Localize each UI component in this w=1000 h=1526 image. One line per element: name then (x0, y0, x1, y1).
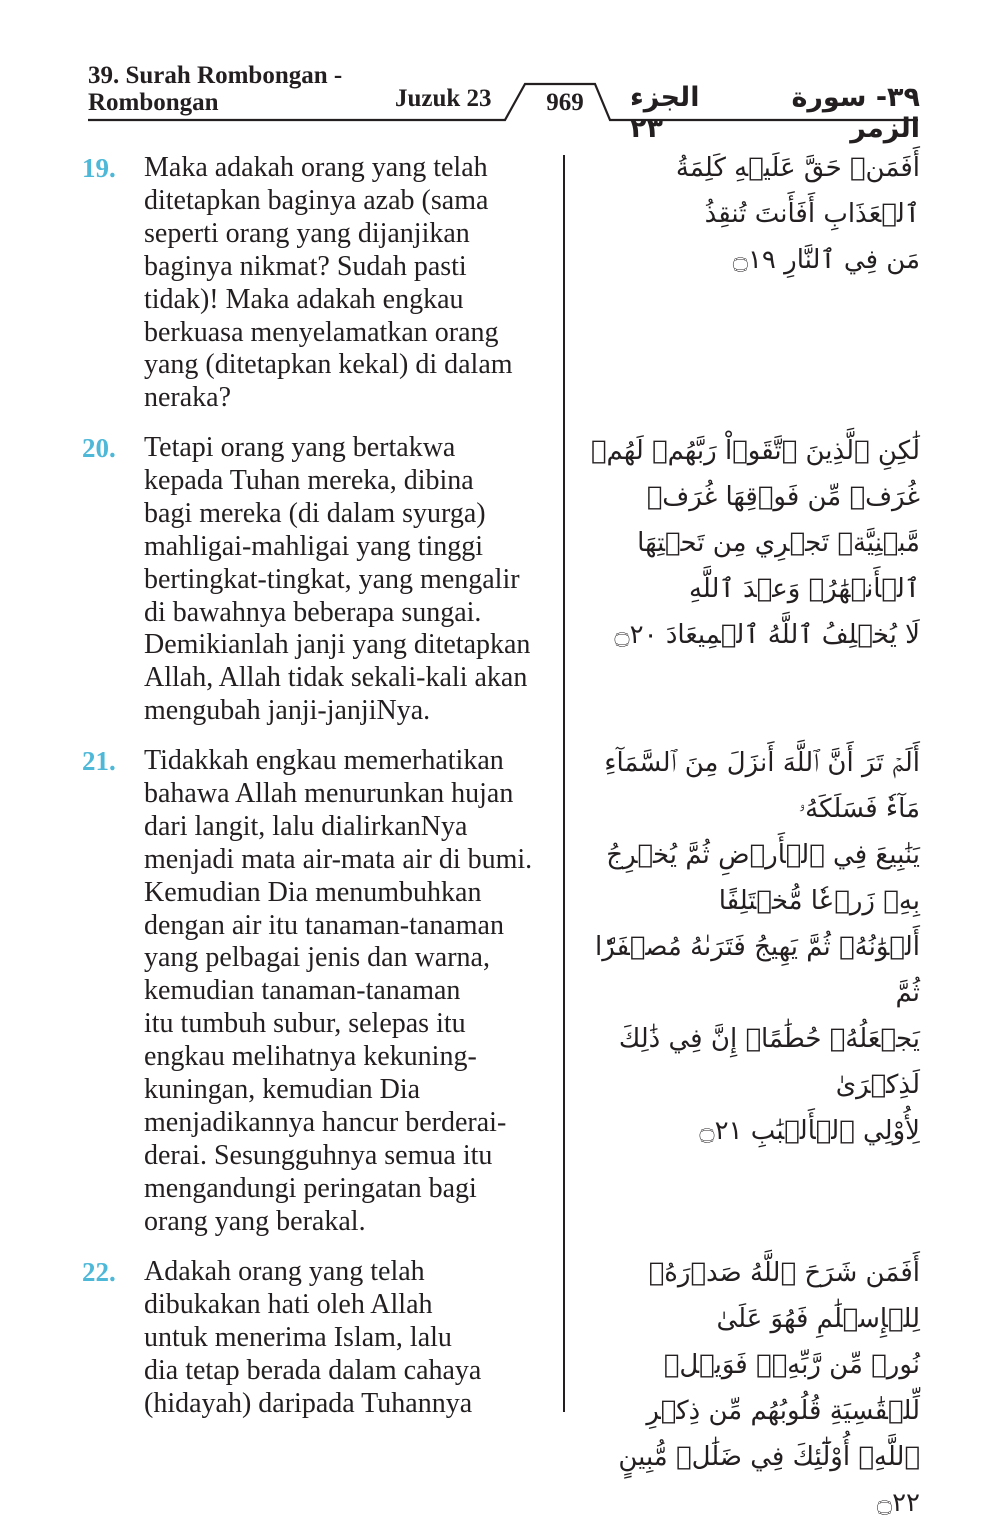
page-header (0, 0, 1000, 144)
verse-arabic-22: أَفَمَن شَرَحَ ٱللَّهُ صَدۡرَهُۥ لِلۡإِسۡلَٰمِ فَهُوَ عَلَىٰ نُورٖ مِّن رَّبِّهِۦۚ فَوَيۡلٞ لِّلۡقَٰسِيَةِ قُلُوبُهُم مِّن ذِكۡرِ ٱللَّهِۚ أُوْلَٰٓئِكَ فِي ضَلَٰلٖ مُّبِينٍ ۝٢٢ (618, 1258, 920, 1518)
verse-number-22: 22. (82, 1257, 116, 1287)
verse-translation-22: Adakah orang yang telah dibukakan hati oleh Allah untuk menerima Islam, lalu dia tetap berada dalam cahaya (hidayah) daripada Tuhannya (144, 1256, 482, 1419)
juz-title-indonesian: Juzuk 23 (395, 85, 492, 112)
surah-title-indonesian: 39. Surah Rombongan - Rombongan (88, 62, 343, 116)
verse-arabic-21: أَلَمۡ تَرَ أَنَّ ٱللَّهَ أَنزَلَ مِنَ ٱلسَّمَآءِ مَآءٗ فَسَلَكَهُۥ يَنَٰبِيعَ فِي ٱلۡأَرۡضِ ثُمَّ يُخۡرِجُ بِهِۦ زَرۡعٗا مُّخۡتَلِفًا أَلۡوَٰنُهُۥ ثُمَّ يَهِيجُ فَتَرَىٰهُ مُصۡفَرّٗا ثُمَّ يَجۡعَلُهُۥ حُطَٰمًاۚ إِنَّ فِي ذَٰلِكَ لَذِكۡرَىٰ لِأُوْلِي ٱلۡأَلۡبَٰبِ ۝٢١ (595, 748, 920, 1146)
verse-translation-21: Tidakkah engkau memerhatikan bahawa Allah menurunkan hujan dari langit, lalu dialirkanNya menjadi mata air-mata air di bumi. Kemudian Dia menumbuhkan dengan air itu tanaman-tanaman yang pelbagai jenis dan warna, kemudian tanaman-tanaman itu tumbuh subur, selepas itu engkau melihatnya kekuning- kuningan, kemudian Dia menjadikannya hancur berderai- derai. Sesungguhnya semua itu mengandungi peringatan bagi orang yang berakal. (144, 745, 533, 1237)
verse-number-21: 21. (82, 746, 116, 776)
verse-arabic-19: أَفَمَنۡ حَقَّ عَلَيۡهِ كَلِمَةُ ٱلۡعَذَابِ أَفَأَنتَ تُنقِذُ مَن فِي ٱلنَّارِ ۝١٩ (675, 153, 920, 275)
verse-translation-19: Maka adakah orang yang telah ditetapkan baginya azab (sama seperti orang yang dijanjikan baginya nikmat? Sudah pasti tidak)! Maka adakah engkau berkuasa menyelamatkan orang yang (ditetapkan kekal) di dalam neraka? (144, 152, 513, 414)
verse-translation-20: Tetapi orang yang bertakwa kepada Tuhan mereka, dibina bagi mereka (di dalam syurga) mahligai-mahligai yang tinggi bertingkat-tingkat, yang mengalir di bawahnya beberapa sungai. Demikianlah janji yang ditetapkan Allah, Allah tidak sekali-kali akan mengubah janji-janjiNya. (144, 432, 531, 727)
verse-number-19: 19. (82, 153, 116, 183)
column-divider (563, 155, 565, 1412)
verse-arabic-20: لَٰكِنِ ٱلَّذِينَ ٱتَّقَوۡاْ رَبَّهُمۡ لَهُمۡ غُرَفٞ مِّن فَوۡقِهَا غُرَفٞ مَّبۡنِيَّةٞ تَجۡرِي مِن تَحۡتِهَا ٱلۡأَنۡهَٰرُۖ وَعۡدَ ٱللَّهِ لَا يُخۡلِفُ ٱللَّهُ ٱلۡمِيعَادَ ۝٢٠ (590, 436, 920, 650)
juz-title-arabic: الجزء ٢٣ (630, 82, 700, 144)
verse-number-20: 20. (82, 433, 116, 463)
surah-title-arabic: ٣٩- سورة الزمر (791, 82, 920, 144)
page-number: 969 (546, 89, 584, 116)
